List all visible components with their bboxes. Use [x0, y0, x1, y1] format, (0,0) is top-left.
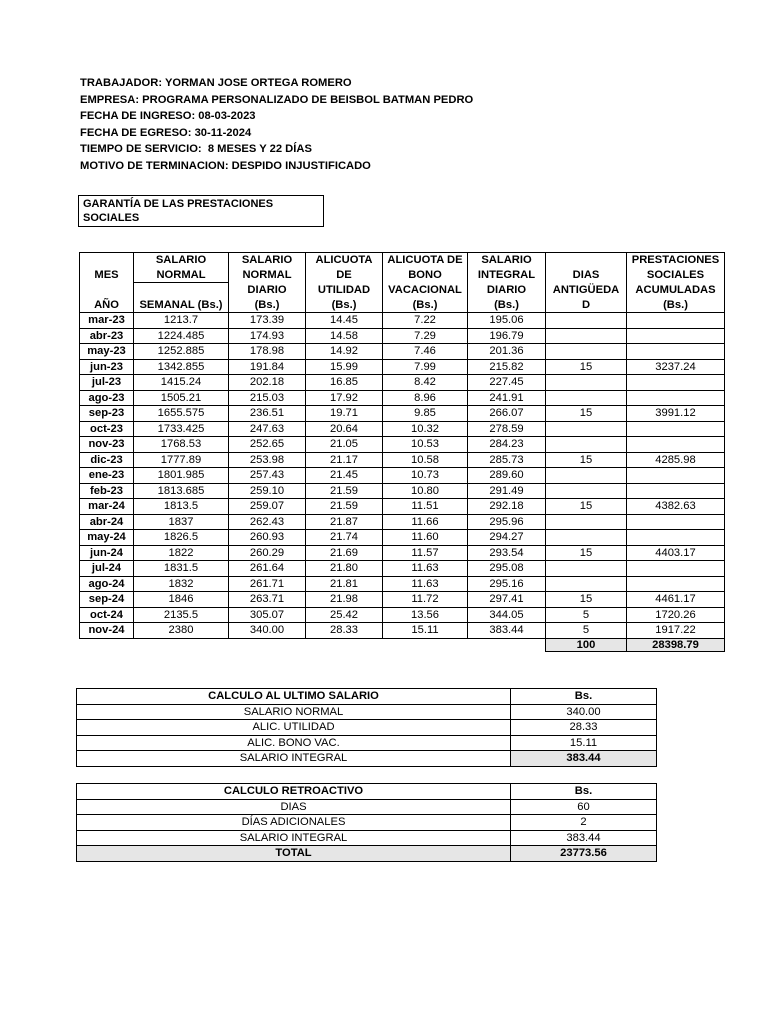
month-cell: abr-24 — [80, 514, 134, 530]
calculo-ultimo-title: CALCULO AL ULTIMO SALARIO — [77, 689, 511, 705]
value-cell: 7.46 — [383, 344, 468, 360]
value-cell: 21.69 — [306, 545, 383, 561]
header-cell: ALICUOTA DE — [383, 253, 468, 268]
value-cell: 278.59 — [468, 421, 546, 437]
value-cell: 10.80 — [383, 483, 468, 499]
calculo-row — [77, 704, 657, 720]
header-cell: SEMANAL (Bs.) — [134, 298, 229, 313]
value-cell: 173.39 — [229, 313, 306, 329]
value-cell: 305.07 — [229, 607, 306, 623]
month-cell: nov-23 — [80, 437, 134, 453]
value-cell: 8.42 — [383, 375, 468, 391]
value-cell — [627, 576, 725, 592]
header-cell: BONO — [383, 268, 468, 283]
value-cell — [627, 344, 725, 360]
value-cell — [546, 576, 627, 592]
calculo-retro-header — [77, 784, 657, 800]
calculo-row — [77, 751, 657, 767]
value-cell: 257.43 — [229, 468, 306, 484]
header-cell: (Bs.) — [306, 298, 383, 313]
value-cell: 2135.5 — [134, 607, 229, 623]
header-cell: SALARIO — [229, 253, 306, 268]
value-cell: 266.07 — [468, 406, 546, 422]
value-cell: 1655.575 — [134, 406, 229, 422]
value-cell: 4285.98 — [627, 452, 725, 468]
value-cell: 15.99 — [306, 359, 383, 375]
value-cell — [546, 390, 627, 406]
tiempo-servicio-line: TIEMPO DE SERVICIO: 8 MESES Y 22 DÍAS — [80, 143, 312, 155]
value-cell: 295.16 — [468, 576, 546, 592]
total-prestaciones: 28398.79 — [627, 638, 725, 651]
value-cell: 1822 — [134, 545, 229, 561]
value-cell: 10.73 — [383, 468, 468, 484]
value-cell: 21.59 — [306, 483, 383, 499]
month-cell: mar-24 — [80, 499, 134, 515]
value-cell: 8.96 — [383, 390, 468, 406]
value-cell: 15 — [546, 545, 627, 561]
calculo-ultimo-salario-table — [76, 688, 657, 767]
value-cell: 21.74 — [306, 530, 383, 546]
value-cell: 3991.12 — [627, 406, 725, 422]
calculo-label: SALARIO NORMAL — [77, 704, 511, 720]
month-cell: jul-23 — [80, 375, 134, 391]
month-cell: nov-24 — [80, 623, 134, 639]
value-cell: 292.18 — [468, 499, 546, 515]
value-cell: 201.36 — [468, 344, 546, 360]
value-cell — [546, 421, 627, 437]
value-cell: 15 — [546, 359, 627, 375]
value-cell: 14.58 — [306, 328, 383, 344]
value-cell: 11.51 — [383, 499, 468, 515]
table-row — [80, 499, 725, 515]
calculo-value: 28.33 — [511, 720, 657, 736]
calculo-value: 383.44 — [511, 751, 657, 767]
value-cell: 21.59 — [306, 499, 383, 515]
header-row — [80, 283, 725, 298]
calculo-row — [77, 735, 657, 751]
value-cell: 260.93 — [229, 530, 306, 546]
month-cell: ago-24 — [80, 576, 134, 592]
value-cell: 1505.21 — [134, 390, 229, 406]
calculo-row — [77, 799, 657, 815]
value-cell: 252.65 — [229, 437, 306, 453]
value-cell — [627, 468, 725, 484]
value-cell: 247.63 — [229, 421, 306, 437]
header-cell: (Bs.) — [229, 298, 306, 313]
value-cell: 261.71 — [229, 576, 306, 592]
value-cell: 4403.17 — [627, 545, 725, 561]
value-cell: 1415.24 — [134, 375, 229, 391]
value-cell: 261.64 — [229, 561, 306, 577]
header-cell: (Bs.) — [627, 298, 725, 313]
garantia-title: GARANTÍA DE LAS PRESTACIONES SOCIALES — [78, 195, 324, 227]
value-cell: 4461.17 — [627, 592, 725, 608]
header-row — [80, 268, 725, 283]
value-cell: 1813.685 — [134, 483, 229, 499]
header-cell: DIARIO — [229, 283, 306, 298]
table-row — [80, 468, 725, 484]
value-cell: 1342.855 — [134, 359, 229, 375]
value-cell: 1801.985 — [134, 468, 229, 484]
value-cell — [627, 421, 725, 437]
header-cell: ALICUOTA — [306, 253, 383, 268]
header-cell — [80, 253, 134, 268]
value-cell: 1720.26 — [627, 607, 725, 623]
calculo-row — [77, 815, 657, 831]
calculo-ultimo-unit: Bs. — [511, 689, 657, 705]
value-cell: 21.80 — [306, 561, 383, 577]
header-cell: SOCIALES — [627, 268, 725, 283]
value-cell: 340.00 — [229, 623, 306, 639]
table-row — [80, 375, 725, 391]
value-cell: 2380 — [134, 623, 229, 639]
calculo-label: ALIC. BONO VAC. — [77, 735, 511, 751]
calculo-label: DÍAS ADICIONALES — [77, 815, 511, 831]
header-cell: DIAS — [546, 268, 627, 283]
value-cell: 11.57 — [383, 545, 468, 561]
calculo-value: 2 — [511, 815, 657, 831]
value-cell: 15.11 — [383, 623, 468, 639]
fecha-ingreso-line: FECHA DE INGRESO: 08-03-2023 — [80, 110, 256, 122]
calculo-label: DIAS — [77, 799, 511, 815]
value-cell: 295.08 — [468, 561, 546, 577]
value-cell — [627, 375, 725, 391]
calculo-retroactivo-table — [76, 783, 657, 862]
calculo-label: SALARIO INTEGRAL — [77, 751, 511, 767]
header-cell: NORMAL — [134, 268, 229, 283]
value-cell — [627, 313, 725, 329]
header-cell: D — [546, 298, 627, 313]
table-row — [80, 623, 725, 639]
value-cell: 15 — [546, 406, 627, 422]
value-cell: 5 — [546, 623, 627, 639]
value-cell: 174.93 — [229, 328, 306, 344]
month-cell: abr-23 — [80, 328, 134, 344]
header-cell: DE — [306, 268, 383, 283]
value-cell — [546, 514, 627, 530]
table-row — [80, 390, 725, 406]
month-cell: feb-23 — [80, 483, 134, 499]
value-cell: 260.29 — [229, 545, 306, 561]
month-cell: may-24 — [80, 530, 134, 546]
value-cell: 11.63 — [383, 576, 468, 592]
value-cell: 7.99 — [383, 359, 468, 375]
calculo-row — [77, 830, 657, 846]
month-cell: oct-23 — [80, 421, 134, 437]
value-cell: 28.33 — [306, 623, 383, 639]
month-cell: sep-24 — [80, 592, 134, 608]
value-cell: 10.53 — [383, 437, 468, 453]
table-row — [80, 406, 725, 422]
value-cell: 21.81 — [306, 576, 383, 592]
header-cell — [134, 283, 229, 298]
value-cell: 294.27 — [468, 530, 546, 546]
value-cell: 344.05 — [468, 607, 546, 623]
motivo-line: MOTIVO DE TERMINACION: DESPIDO INJUSTIFICADO — [80, 159, 371, 172]
value-cell — [546, 375, 627, 391]
header-cell: SALARIO — [468, 253, 546, 268]
table-row — [80, 421, 725, 437]
value-cell — [546, 561, 627, 577]
value-cell: 191.84 — [229, 359, 306, 375]
table-row — [80, 592, 725, 608]
value-cell: 289.60 — [468, 468, 546, 484]
table-row — [80, 359, 725, 375]
value-cell: 11.66 — [383, 514, 468, 530]
value-cell: 1224.485 — [134, 328, 229, 344]
value-cell: 3237.24 — [627, 359, 725, 375]
header-cell: (Bs.) — [468, 298, 546, 313]
calculo-ultimo-header — [77, 689, 657, 705]
value-cell: 9.85 — [383, 406, 468, 422]
value-cell: 21.87 — [306, 514, 383, 530]
empresa-line: EMPRESA: PROGRAMA PERSONALIZADO DE BEISBOL BATMAN PEDRO — [80, 93, 474, 106]
calculo-value: 60 — [511, 799, 657, 815]
value-cell: 13.56 — [383, 607, 468, 623]
totals-row — [80, 638, 725, 651]
value-cell: 1213.7 — [134, 313, 229, 329]
value-cell: 293.54 — [468, 545, 546, 561]
value-cell: 15 — [546, 592, 627, 608]
table-row — [80, 514, 725, 530]
value-cell: 25.42 — [306, 607, 383, 623]
value-cell: 262.43 — [229, 514, 306, 530]
value-cell: 215.03 — [229, 390, 306, 406]
value-cell: 1831.5 — [134, 561, 229, 577]
table-row — [80, 328, 725, 344]
value-cell: 17.92 — [306, 390, 383, 406]
value-cell: 295.96 — [468, 514, 546, 530]
value-cell: 1917.22 — [627, 623, 725, 639]
total-dias: 100 — [546, 638, 627, 651]
value-cell: 10.58 — [383, 452, 468, 468]
value-cell: 284.23 — [468, 437, 546, 453]
table-row — [80, 545, 725, 561]
value-cell — [627, 561, 725, 577]
table-row — [80, 561, 725, 577]
value-cell: 15 — [546, 452, 627, 468]
prestaciones-table — [79, 252, 725, 652]
value-cell — [546, 344, 627, 360]
calculo-retro-total-label: TOTAL — [77, 846, 511, 862]
month-cell: jun-23 — [80, 359, 134, 375]
value-cell: 195.06 — [468, 313, 546, 329]
value-cell: 11.63 — [383, 561, 468, 577]
table-row — [80, 344, 725, 360]
header-row — [80, 253, 725, 268]
header-cell — [80, 283, 134, 298]
value-cell — [546, 437, 627, 453]
header-cell: VACACIONAL — [383, 283, 468, 298]
table-row — [80, 483, 725, 499]
header-cell: INTEGRAL — [468, 268, 546, 283]
calculo-label: SALARIO INTEGRAL — [77, 830, 511, 846]
value-cell — [627, 483, 725, 499]
value-cell: 297.41 — [468, 592, 546, 608]
value-cell: 7.22 — [383, 313, 468, 329]
header-cell: MES — [80, 268, 134, 283]
value-cell: 227.45 — [468, 375, 546, 391]
value-cell — [546, 468, 627, 484]
value-cell — [627, 390, 725, 406]
header-cell: (Bs.) — [383, 298, 468, 313]
value-cell: 1813.5 — [134, 499, 229, 515]
value-cell: 253.98 — [229, 452, 306, 468]
value-cell: 1832 — [134, 576, 229, 592]
calculo-retro-total-value: 23773.56 — [511, 846, 657, 862]
value-cell: 5 — [546, 607, 627, 623]
calculo-retro-unit: Bs. — [511, 784, 657, 800]
header-cell: ACUMULADAS — [627, 283, 725, 298]
month-cell: dic-23 — [80, 452, 134, 468]
month-cell: jul-24 — [80, 561, 134, 577]
value-cell: 259.10 — [229, 483, 306, 499]
calculo-retro-total-row — [77, 846, 657, 862]
value-cell: 263.71 — [229, 592, 306, 608]
value-cell: 16.85 — [306, 375, 383, 391]
header-cell: PRESTACIONES — [627, 253, 725, 268]
fecha-egreso-line: FECHA DE EGRESO: 30-11-2024 — [80, 126, 252, 139]
header-cell: UTILIDAD — [306, 283, 383, 298]
value-cell: 285.73 — [468, 452, 546, 468]
header-cell: AÑO — [80, 298, 134, 313]
month-cell: mar-23 — [80, 313, 134, 329]
month-cell: oct-24 — [80, 607, 134, 623]
month-cell: may-23 — [80, 344, 134, 360]
calculo-value: 383.44 — [511, 830, 657, 846]
month-cell: sep-23 — [80, 406, 134, 422]
table-row — [80, 437, 725, 453]
value-cell: 10.32 — [383, 421, 468, 437]
value-cell: 241.91 — [468, 390, 546, 406]
value-cell: 15 — [546, 499, 627, 515]
month-cell: ago-23 — [80, 390, 134, 406]
worker-info — [80, 75, 473, 174]
value-cell: 1826.5 — [134, 530, 229, 546]
month-cell: jun-24 — [80, 545, 134, 561]
header-cell: DIARIO — [468, 283, 546, 298]
table-row — [80, 530, 725, 546]
value-cell: 20.64 — [306, 421, 383, 437]
table-row — [80, 452, 725, 468]
table-row — [80, 313, 725, 329]
value-cell: 21.05 — [306, 437, 383, 453]
value-cell — [546, 328, 627, 344]
value-cell: 4382.63 — [627, 499, 725, 515]
header-cell — [546, 253, 627, 268]
value-cell — [546, 483, 627, 499]
value-cell: 383.44 — [468, 623, 546, 639]
value-cell: 291.49 — [468, 483, 546, 499]
value-cell: 1846 — [134, 592, 229, 608]
calculo-value: 340.00 — [511, 704, 657, 720]
value-cell: 1252.885 — [134, 344, 229, 360]
value-cell: 7.29 — [383, 328, 468, 344]
value-cell — [627, 530, 725, 546]
value-cell: 19.71 — [306, 406, 383, 422]
value-cell: 236.51 — [229, 406, 306, 422]
month-cell: ene-23 — [80, 468, 134, 484]
value-cell: 21.17 — [306, 452, 383, 468]
calculo-row — [77, 720, 657, 736]
value-cell — [627, 328, 725, 344]
value-cell: 196.79 — [468, 328, 546, 344]
value-cell: 11.72 — [383, 592, 468, 608]
trabajador-line: TRABAJADOR: YORMAN JOSE ORTEGA ROMERO — [80, 77, 352, 89]
header-cell: NORMAL — [229, 268, 306, 283]
value-cell: 11.60 — [383, 530, 468, 546]
value-cell — [627, 514, 725, 530]
value-cell: 1768.53 — [134, 437, 229, 453]
calculo-label: ALIC. UTILIDAD — [77, 720, 511, 736]
calculo-retro-title: CALCULO RETROACTIVO — [77, 784, 511, 800]
value-cell: 215.82 — [468, 359, 546, 375]
value-cell — [546, 530, 627, 546]
table-row — [80, 607, 725, 623]
header-row — [80, 298, 725, 313]
value-cell: 1733.425 — [134, 421, 229, 437]
value-cell: 1777.89 — [134, 452, 229, 468]
value-cell: 1837 — [134, 514, 229, 530]
value-cell: 21.45 — [306, 468, 383, 484]
value-cell: 202.18 — [229, 375, 306, 391]
calculo-value: 15.11 — [511, 735, 657, 751]
header-cell: ANTIGÜEDA — [546, 283, 627, 298]
table-row — [80, 576, 725, 592]
value-cell: 14.92 — [306, 344, 383, 360]
value-cell — [546, 313, 627, 329]
header-cell: SALARIO — [134, 253, 229, 268]
value-cell: 178.98 — [229, 344, 306, 360]
value-cell: 259.07 — [229, 499, 306, 515]
value-cell: 14.45 — [306, 313, 383, 329]
value-cell: 21.98 — [306, 592, 383, 608]
value-cell — [627, 437, 725, 453]
